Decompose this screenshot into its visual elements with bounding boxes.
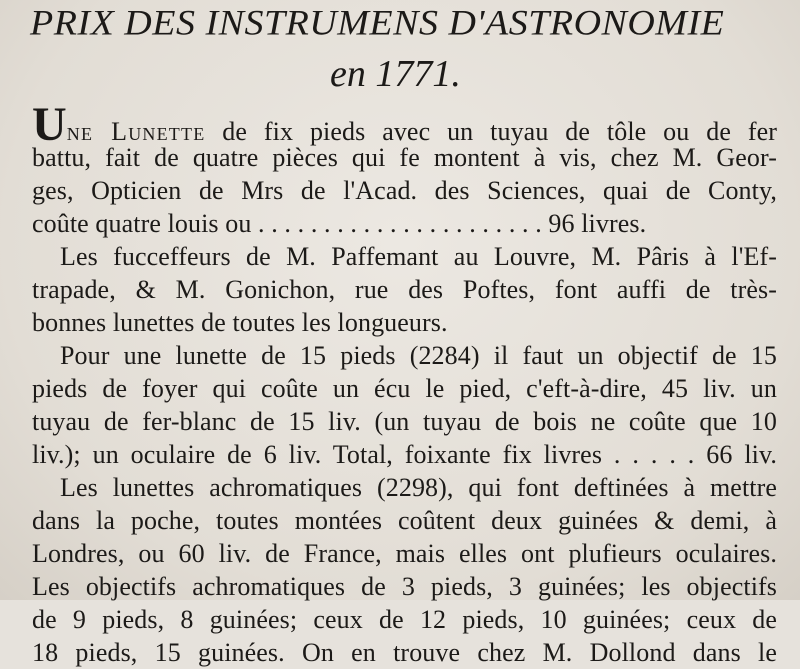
paragraph-3-line-1: Pour une lunette de 15 pieds (2284) il faut un objectif de 15 [60, 341, 777, 370]
paragraph-3-line-2: pieds de foyer qui coûte un écu le pied, c'eft-à-dire, 45 liv. un [32, 374, 777, 403]
line-text: de fix pieds avec un tuyau de tôle ou de fer [205, 117, 777, 146]
text-body [32, 98, 777, 669]
page-title: PRIX DES INSTRUMENS D'ASTRONOMIE [30, 2, 725, 43]
drop-cap: U [32, 98, 67, 151]
paragraph-1-line-4: coûte quatre louis ou . . . . . . . . . . . . . . . . . . . . . . 96 livres. [32, 209, 647, 238]
paragraph-4-line-1: Les lunettes achromatiques (2298), qui font deftinées à mettre [60, 473, 777, 502]
paragraph-1-line-3: ges, Opticien de Mrs de l'Acad. des Sciences, quai de Conty, [32, 176, 777, 205]
paragraph-4-line-6: 18 pieds, 15 guinées. On en trouve chez M. Dollond dans le [32, 638, 777, 667]
small-caps-lead: ne Lunette [66, 117, 206, 146]
paragraph-4-line-5: de 9 pieds, 8 guinées; ceux de 12 pieds, 10 guinées; ceux de [32, 605, 777, 634]
paragraph-4-line-4: Les objectifs achromatiques de 3 pieds, 3 guinées; les objectifs [32, 572, 777, 601]
paragraph-2-line-2: trapade, & M. Gonichon, rue des Poftes, font auffi de très- [32, 275, 777, 304]
paragraph-1-line-1 [32, 98, 777, 151]
page-subtitle: en 1771. [330, 53, 461, 95]
paragraph-2-line-3: bonnes lunettes de toutes les longueurs. [32, 308, 448, 337]
paragraph-3-line-4: liv.); un oculaire de 6 liv. Total, foixante fix livres . . . . . 66 liv. [32, 440, 777, 469]
paragraph-4-line-3: Londres, ou 60 liv. de France, mais elles ont plufieurs oculaires. [32, 539, 777, 568]
paragraph-3-line-3: tuyau de fer-blanc de 15 liv. (un tuyau de bois ne coûte que 10 [32, 407, 777, 436]
paragraph-4-line-2: dans la poche, toutes montées coûtent deux guinées & demi, à [32, 506, 777, 535]
paragraph-2-line-1: Les fucceffeurs de M. Paffemant au Louvre, M. Pâris à l'Ef- [60, 242, 777, 271]
paragraph-1-line-2: battu, fait de quatre pièces qui fe montent à vis, chez M. Geor- [32, 143, 777, 172]
